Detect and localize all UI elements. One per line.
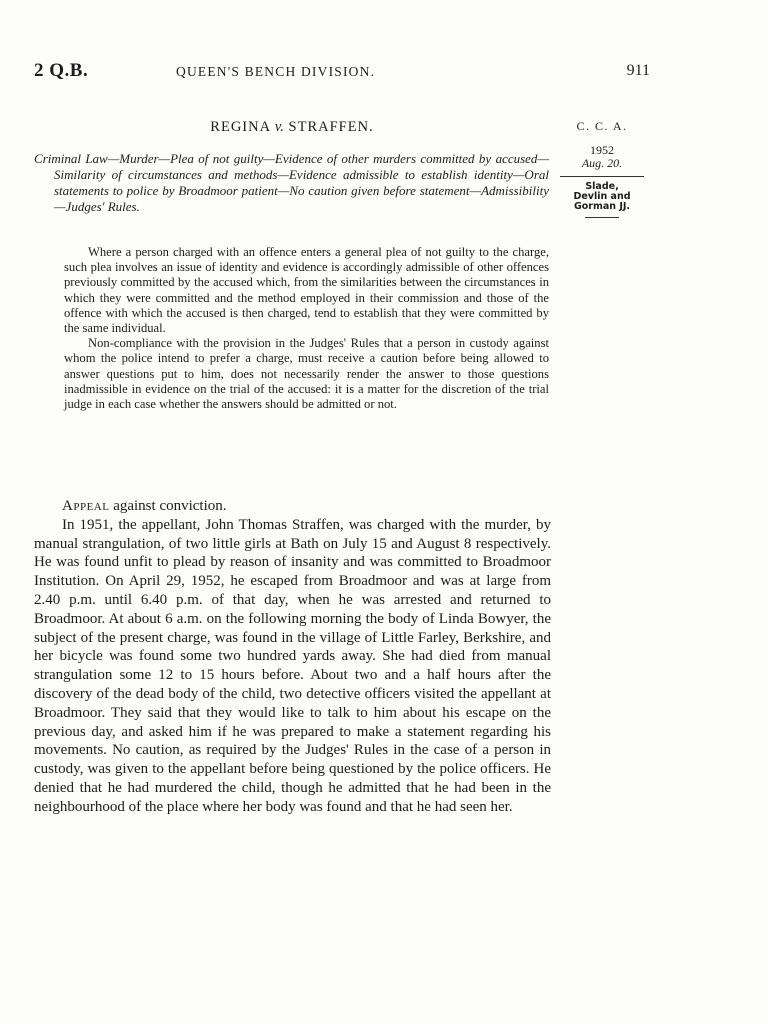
running-header [34, 60, 650, 84]
appeal-rest: against conviction. [109, 498, 227, 514]
judges-line: Slade, [585, 181, 619, 192]
report-body [34, 497, 551, 817]
report-citation: 2 Q.B. [34, 60, 89, 81]
headnote-paragraph: Where a person charged with an offence enters a general plea of not guilty to the charge, such plea involves an issue of identity and evidence is accordingly admissible of other offences previously committed by the accused which, from the similarities between the circumstances in which they were committed and the method employed in their commission and those of the offence with which the accused is then charged, tend to establish that they were committed by the same individual. [64, 245, 549, 336]
margin-note [560, 119, 644, 218]
catchwords: Criminal Law—Murder—Plea of not guilty—Evidence of other murders committed by accused—Similarity of circumstances and methods—Evidence admissible to establish identity—Oral statements to police by Broadmoor patient—No caution given before statement—Admissibility—Judges' Rules. [34, 151, 549, 214]
court-label: C. C. A. [576, 119, 628, 133]
margin-divider [560, 176, 644, 177]
decision-year: 1952 [590, 143, 614, 157]
judges-line: Devlin and [573, 191, 631, 202]
judges [560, 182, 644, 212]
party-a: REGINA [210, 119, 271, 135]
case-title [34, 119, 550, 136]
headnote-paragraph: Non-compliance with the provision in the Judges' Rules that a person in custody against whom the police intend to prefer a charge, must receive a caution before being allowed to answer questions put to him, does not necessarily render the answer to those questions inadmissible in evidence on the trial of the accused: it is a matter for the discretion of the trial judge in each case whether the answers should be admitted or not. [64, 336, 549, 412]
party-b: STRAFFEN. [288, 119, 374, 135]
headnote [64, 245, 549, 412]
judges-line: Gorman JJ. [573, 201, 631, 212]
page-number: 911 [626, 62, 650, 79]
appeal-line [34, 497, 551, 516]
appeal-label: Appeal [62, 498, 110, 514]
margin-divider [585, 217, 619, 218]
decision-date: Aug. 20. [581, 156, 623, 170]
body-paragraph: In 1951, the appellant, John Thomas Straffen, was charged with the murder, by manual strangulation, of two little girls at Bath on July 15 and August 8 respectively. He was found unfit to plead by reason of insanity and was committed to Broadmoor Institution. On April 29, 1952, he escaped from Broadmoor and was at large from 2.40 p.m. until 6.40 p.m. of that day, when he was arrested and returned to Broadmoor. At about 6 a.m. on the following morning the body of Linda Bowyer, the subject of the present charge, was found in the village of Little Farley, Berkshire, and her bicycle was found some two hundred yards away. She had died from manual strangulation some 12 to 15 hours before. About two and a half hours after the discovery of the dead body of the child, two detective officers visited the appellant at Broadmoor. They said that they would like to talk to him about his escape on the previous day, and asked him if he was prepared to make a statement regarding his movements. No caution, as required by the Judges' Rules in the case of a person in custody, was given to the appellant before being questioned by the police officers. He denied that he had murdered the child, though he admitted that he had been in the neighbourhood of the place where her body was found and that he had seen her. [34, 516, 551, 815]
division-title: QUEEN'S BENCH DIVISION. [176, 64, 376, 79]
versus: v. [274, 119, 284, 135]
